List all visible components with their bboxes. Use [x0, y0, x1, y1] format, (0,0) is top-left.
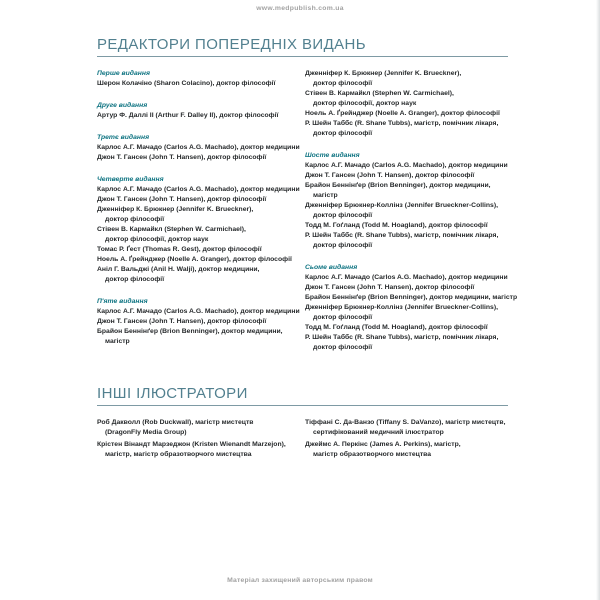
person-entry	[97, 225, 297, 245]
entry-line: магістр, магістр образотворчого мистецтва	[105, 451, 252, 458]
edition-group	[97, 101, 297, 121]
entry-line: Джеймс А. Перкінс (James A. Perkins), магістр,	[305, 441, 461, 448]
person-entry	[305, 333, 508, 353]
edition-group	[97, 133, 300, 163]
edition-group	[97, 297, 300, 347]
entry-line: Брайон Беннінґер (Brion Benninger), доктор медицини, магістр	[305, 294, 518, 301]
entry-line: доктор філософії	[313, 212, 373, 219]
publisher-url: www.medpublish.com.ua	[256, 5, 344, 12]
entry-line: Тіффані С. Да-Ванзо (Tiffany S. DaVanzo), магістр мистецтв,	[305, 419, 506, 426]
illustrators-columns	[97, 418, 508, 460]
entry-line: Стівен В. Кармайкл (Stephen W. Carmichael),	[305, 90, 454, 97]
edition-group	[97, 175, 300, 285]
entry-line: Ноель А. Ґрейнджер (Noelle A. Granger), доктор філософії	[97, 256, 292, 263]
entry-line: доктор філософії, доктор наук	[313, 100, 417, 107]
person-entry	[97, 111, 297, 121]
section-title-previous-editors: РЕДАКТОРИ ПОПЕРЕДНІХ ВИДАНЬ	[97, 36, 508, 57]
entry-line: Томас Р. Ґест (Thomas R. Gest), доктор філософії	[97, 246, 262, 253]
person-entry	[305, 119, 508, 139]
person-entry	[97, 245, 297, 255]
person-entry	[97, 195, 297, 205]
entry-line: доктор філософії	[313, 80, 373, 87]
entry-line: Шерон Колачіно (Sharon Colacino), доктор філософії	[97, 80, 276, 87]
edition-label: Четверте видання	[97, 176, 164, 183]
entry-line: Джон Т. Гансен (John T. Hansen), доктор філософії	[97, 318, 267, 325]
person-entry	[305, 440, 508, 460]
entry-line: Карлос А.Г. Мачадо (Carlos A.G. Machado), доктор медицини	[97, 186, 300, 193]
edition-label: Перше видання	[97, 70, 150, 77]
entry-line: Дженніфер Брюкнер-Коллінз (Jennifer Brueckner-Collins),	[305, 304, 498, 311]
editors-left-column	[97, 69, 300, 353]
entry-line: Брайон Беннінґер (Brion Benninger), доктор медицини,	[97, 328, 283, 335]
edition-group	[305, 69, 508, 139]
person-entry	[305, 231, 508, 251]
person-entry	[305, 283, 508, 293]
entry-line: Дженніфер К. Брюкнер (Jennifer K. Brueckner),	[305, 70, 462, 77]
entry-line: Карлос А.Г. Мачадо (Carlos A.G. Machado), доктор медицини	[305, 162, 508, 169]
edition-label: П'яте видання	[97, 298, 148, 305]
entry-line: Крістен Вінандт Марзеджон (Kristen Wienandt Marzejon),	[97, 441, 286, 448]
entry-line: Артур Ф. Даллі II (Arthur F. Dalley II), доктор філософії	[97, 112, 279, 119]
edition-label: Друге видання	[97, 102, 148, 109]
person-entry	[97, 255, 297, 265]
entry-line: Роб Дакволл (Rob Duckwall), магістр мистецтв	[97, 419, 254, 426]
copyright-notice: Матеріал захищений авторським правом	[227, 577, 373, 584]
entry-line: Ноель А. Ґрейнджер (Noelle A. Granger), доктор філософії	[305, 110, 500, 117]
person-entry	[305, 221, 508, 231]
entry-line: Джон Т. Гансен (John T. Hansen), доктор філософії	[305, 284, 475, 291]
person-entry	[305, 69, 508, 89]
entry-line: Джон Т. Гансен (John T. Hansen), доктор філософії	[97, 154, 267, 161]
person-entry	[97, 185, 300, 195]
person-entry	[305, 293, 518, 303]
person-entry	[305, 201, 508, 221]
edition-group	[305, 418, 508, 460]
entry-line: Р. Шейн Таббс (R. Shane Tubbs), магістр, помічник лікаря,	[305, 334, 499, 341]
entry-line: доктор філософії	[105, 276, 165, 283]
edition-group	[97, 418, 297, 460]
person-entry	[97, 418, 297, 438]
person-entry	[97, 79, 297, 89]
entry-line: доктор філософії	[313, 314, 373, 321]
entry-line: доктор філософії, доктор наук	[105, 236, 209, 243]
edition-group	[97, 69, 297, 89]
edition-group	[305, 151, 508, 251]
edition-label: Сьоме видання	[305, 264, 358, 271]
person-entry	[97, 153, 297, 163]
entry-line: Карлос А.Г. Мачадо (Carlos A.G. Machado), доктор медицини	[97, 308, 300, 315]
person-entry	[97, 307, 300, 317]
editors-right-column	[305, 69, 518, 353]
entry-line: Р. Шейн Таббс (R. Shane Tubbs), магістр, помічник лікаря,	[305, 120, 499, 127]
entry-line: Брайон Беннінґер (Brion Benninger), доктор медицини,	[305, 182, 491, 189]
entry-line: магістр образотворчого мистецтва	[313, 451, 432, 458]
entry-line: магістр	[105, 338, 130, 345]
illustrators-right-column	[305, 418, 508, 460]
illustrators-left-column	[97, 418, 297, 460]
editors-columns	[97, 69, 518, 353]
person-entry	[97, 317, 297, 327]
entry-line: Карлос А.Г. Мачадо (Carlos A.G. Machado), доктор медицини	[97, 144, 300, 151]
person-entry	[305, 303, 508, 323]
entry-line: доктор філософії	[313, 242, 373, 249]
person-entry	[305, 273, 508, 283]
person-entry	[97, 265, 297, 285]
entry-line: доктор філософії	[105, 216, 165, 223]
entry-line: Аніл Г. Вальджі (Anil H. Walji), доктор медицини,	[97, 266, 260, 273]
edition-label: Третє видання	[97, 134, 150, 141]
edition-label: Шосте видання	[305, 152, 360, 159]
person-entry	[305, 89, 508, 109]
entry-line: Стівен В. Кармайкл (Stephen W. Carmichael),	[97, 226, 246, 233]
person-entry	[97, 327, 297, 347]
person-entry	[97, 143, 300, 153]
section-previous-editors	[97, 36, 518, 353]
entry-line: доктор філософії	[313, 130, 373, 137]
person-entry	[305, 181, 508, 201]
person-entry	[305, 323, 508, 333]
person-entry	[305, 418, 508, 438]
entry-line: Джон Т. Гансен (John T. Hansen), доктор філософії	[97, 196, 267, 203]
entry-line: Карлос А.Г. Мачадо (Carlos A.G. Machado), доктор медицини	[305, 274, 508, 281]
entry-line: сертифікований медичний ілюстратор	[313, 429, 444, 436]
entry-line: доктор філософії	[313, 344, 373, 351]
person-entry	[305, 171, 508, 181]
person-entry	[97, 205, 297, 225]
person-entry	[97, 440, 297, 460]
entry-line: магістр	[313, 192, 338, 199]
person-entry	[305, 109, 508, 119]
section-other-illustrators	[97, 385, 508, 460]
entry-line: Тодд М. Гоґланд (Todd M. Hoagland), доктор філософії	[305, 222, 488, 229]
section-title-other-illustrators: ІНШІ ІЛЮСТРАТОРИ	[97, 385, 508, 406]
entry-line: Дженніфер Брюкнер-Коллінз (Jennifer Brueckner-Collins),	[305, 202, 498, 209]
entry-line: Джон Т. Гансен (John T. Hansen), доктор філософії	[305, 172, 475, 179]
entry-line: Р. Шейн Таббс (R. Shane Tubbs), магістр, помічник лікаря,	[305, 232, 499, 239]
entry-line: Тодд М. Гоґланд (Todd M. Hoagland), доктор філософії	[305, 324, 488, 331]
entry-line: Дженніфер К. Брюкнер (Jennifer K. Brueckner),	[97, 206, 254, 213]
entry-line: (DragonFly Media Group)	[105, 429, 187, 436]
edition-group	[305, 263, 518, 353]
person-entry	[305, 161, 508, 171]
